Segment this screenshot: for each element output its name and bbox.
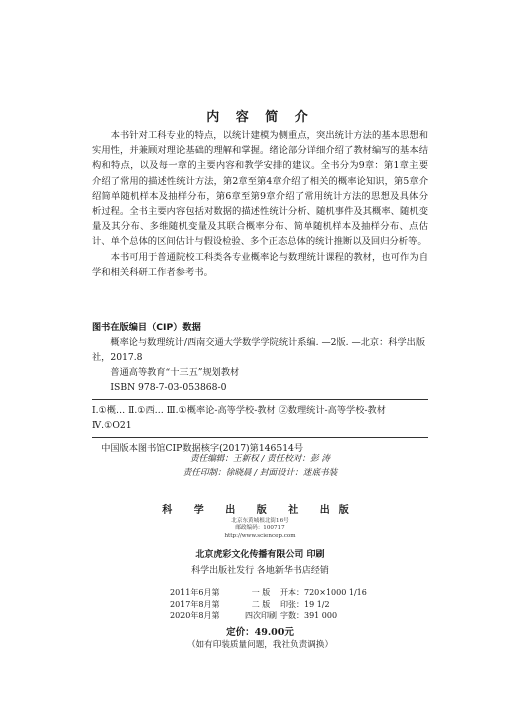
cip-subjects: Ⅰ.①概… Ⅱ.①西… Ⅲ.①概率论-高等学校-教材 ②数理统计-高等学校-教材 Ⅳ.①O21 (92, 405, 386, 431)
edition-date: 2011年6月第 (170, 588, 220, 597)
cip-series-line: 普通高等教育“十三五”规划教材 (110, 367, 240, 378)
intro-paragraph-2: 本书可用于普通院校工科类各专业概率论与数理统计课程的教材，也可作为自学和相关科研工作者参考书。 (92, 251, 428, 278)
intro-text (92, 128, 428, 280)
publisher-address: 北京东黄城根北街16号 (231, 518, 289, 524)
cip-block (92, 320, 428, 456)
cip-title-line: 概率论与数理统计/西南交通大学数学学院统计系编. —2版. —北京：科学出版社，2017.8 (92, 337, 426, 363)
cip-record-number: 中国版本图书馆CIP数据核字(2017)第146514号 (101, 443, 304, 454)
edition-detail: 开本：720×1000 1/16 (280, 588, 367, 597)
edition-number: 四次印刷 (245, 611, 277, 620)
distribution-line: 科学出版社发行 各地新华书店经销 (191, 566, 329, 577)
cip-isbn: ISBN 978-7-03-053868-0 (110, 382, 227, 393)
editors-line-1: 责任编辑：王新权 / 责任校对：彭 涛 (190, 454, 330, 464)
edition-date: 2020年8月第 (170, 611, 220, 620)
cip-divider (92, 437, 428, 438)
edition-detail: 字数：391 000 (280, 611, 338, 620)
printer-line: 北京虎彩文化传播有限公司 印刷 (195, 550, 325, 561)
edition-row (170, 599, 370, 611)
edition-info (170, 587, 370, 622)
edition-date: 2017年8月第 (170, 599, 220, 609)
edition-row (170, 610, 370, 622)
editors-line-2: 责任印制：徐晓晨 / 封面设计：迷底书装 (182, 468, 338, 478)
cip-heading: 图书在版编目（CIP）数据 (92, 322, 201, 333)
intro-paragraph-1: 本书针对工科专业的特点，以统计建模为侧重点，突出统计方法的基本思想和实用性，并兼顾对理论基础的理解和掌握。绪论部分详细介绍了教材编写的基本结构和特点，以及每一章的主要内容和教学安排的建议。全书分为9章：第1章主要介绍了常用的描述性统计方法，第2章至第4章介绍了相关的概率论知识，第5章介绍简单随机样本及抽样分布，第6章至第9章介绍了常用统计方法的思想及具体分析过程。全书主要内容包括对数据的描述性统计分析、随机事件及其概率、随机变量及其分布、多维随机变量及其联合概率分布、简单随机样本及抽样分布、点估计、单个总体的区间估计与假设检验、多个正态总体的统计推断以及回归分析等。 (92, 130, 428, 248)
quality-notice: （如有印装质量问题，我社负责调换） (186, 640, 334, 650)
intro-title: 内 容 简 介 (206, 110, 314, 125)
edition-number: 二 版 (251, 599, 271, 609)
publisher-block (0, 504, 520, 579)
price: 定价：49.00元 (226, 627, 294, 638)
publisher-name: 科 学 出 版 社 出版 (162, 505, 358, 516)
publisher-website: http://www.sciencep.com (224, 532, 296, 539)
cip-divider (92, 399, 428, 400)
edition-row (170, 587, 370, 599)
publisher-postcode: 邮政编码：100717 (235, 525, 285, 532)
edition-detail: 印张：19 1/2 (280, 599, 330, 609)
edition-number: 一 版 (251, 588, 271, 597)
